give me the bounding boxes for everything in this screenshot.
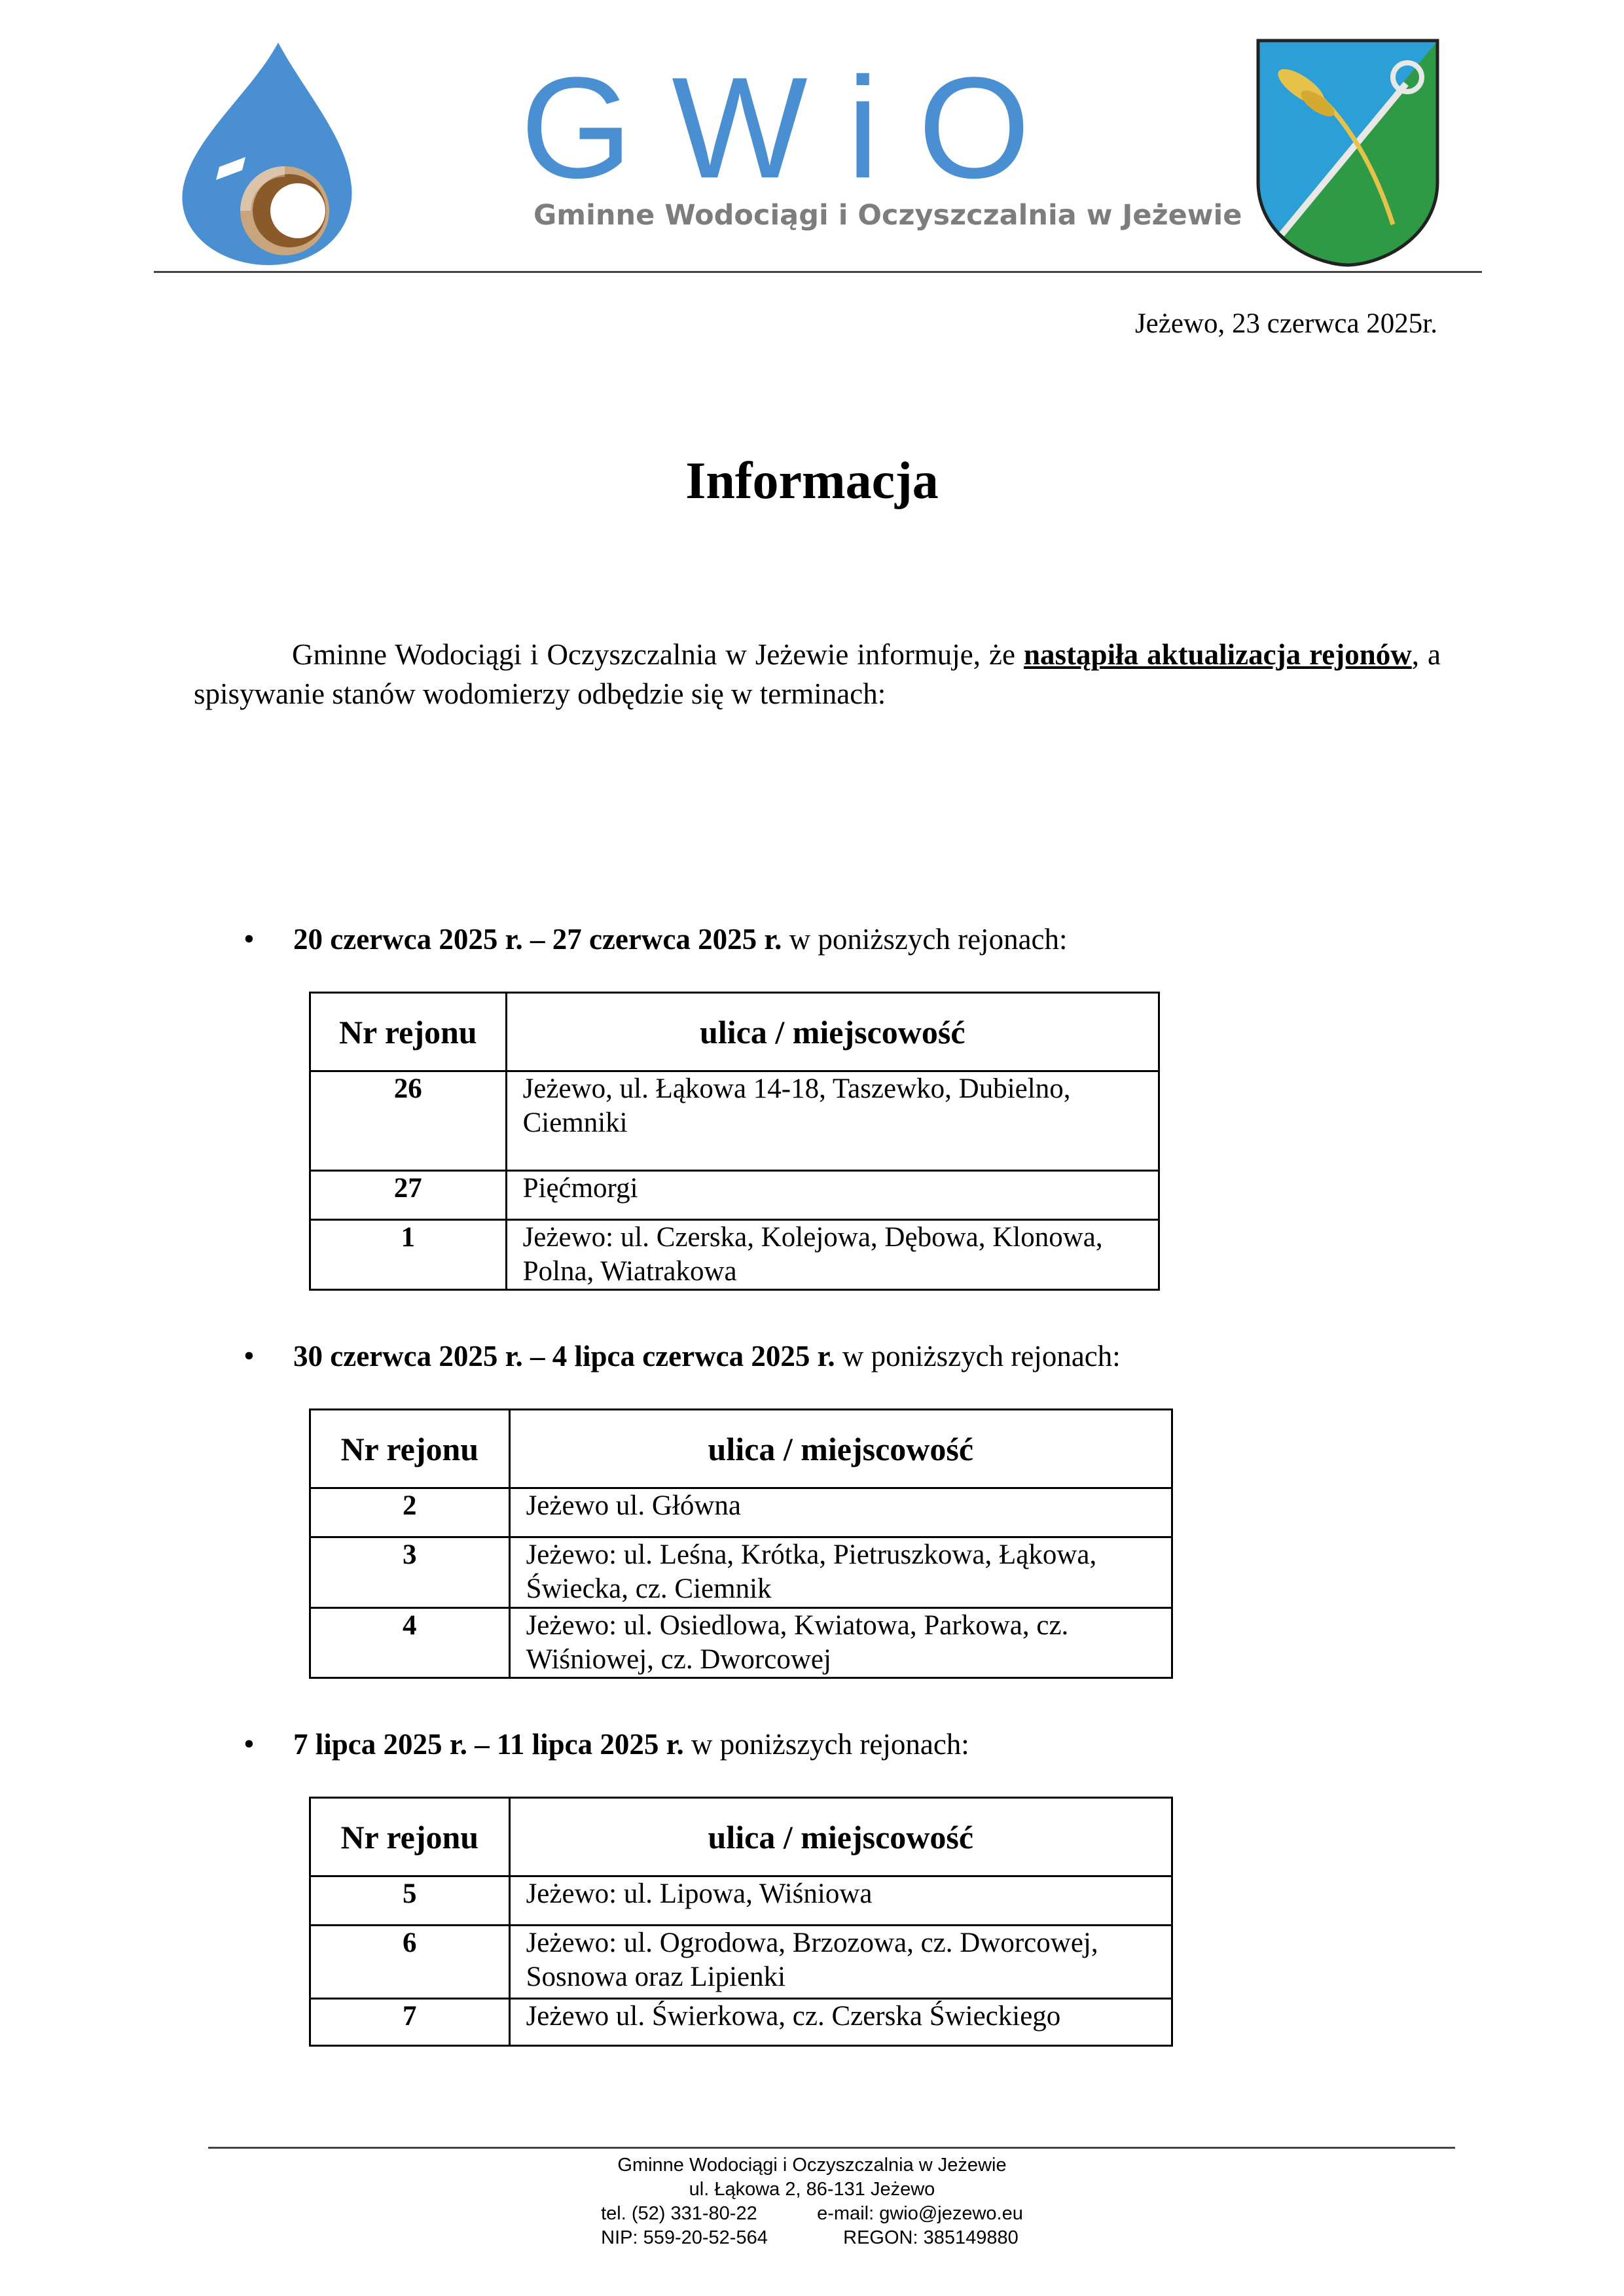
region-streets: Jeżewo ul. Świerkowa, cz. Czerska Świeckiego <box>509 1999 1172 2046</box>
table-row <box>310 1537 1172 1608</box>
table-row <box>310 1071 1159 1171</box>
region-number: 6 <box>310 1926 510 1999</box>
logo <box>520 47 1242 232</box>
water-drop-logo-icon <box>180 39 357 268</box>
region-streets: Jeżewo: ul. Osiedlowa, Kwiatowa, Parkowa, cz. Wiśniowej, cz. Dworcowej <box>509 1608 1172 1678</box>
region-number: 5 <box>310 1876 510 1926</box>
bullet-icon: • <box>244 922 255 956</box>
region-number: 4 <box>310 1608 510 1678</box>
period-dates: 20 czerwca 2025 r. – 27 czerwca 2025 r. <box>293 923 782 956</box>
intro-highlight: nastąpiła aktualizacja rejonów <box>1024 638 1412 671</box>
footer <box>0 2153 1624 2250</box>
region-number: 27 <box>310 1171 507 1220</box>
header-divider <box>154 271 1482 273</box>
period-suffix: w poniższych rejonach: <box>782 923 1068 956</box>
period-suffix: w poniższych rejonach: <box>683 1728 969 1761</box>
region-streets: Pięćmorgi <box>506 1171 1159 1220</box>
region-number: 1 <box>310 1220 507 1290</box>
region-number: 26 <box>310 1071 507 1171</box>
region-number: 3 <box>310 1537 510 1608</box>
logo-subtitle: Gminne Wodociągi i Oczyszczalnia w Jeżewie <box>533 199 1242 232</box>
footer-contacts <box>601 2202 1023 2250</box>
period-dates: 30 czerwca 2025 r. – 4 lipca czerwca 2025 r. <box>293 1340 835 1372</box>
column-header-street: ulica / miejscowość <box>509 1798 1172 1876</box>
table-row <box>310 1488 1172 1537</box>
region-streets: Jeżewo, ul. Łąkowa 14-18, Taszewko, Dubielno, Ciemniki <box>506 1071 1159 1171</box>
regions-table <box>309 1797 1173 2047</box>
region-number: 2 <box>310 1488 510 1537</box>
bullet-icon: • <box>244 1727 255 1761</box>
intro-text-after: , a spisywanie stanów wodomierzy odbędzie się w terminach: <box>194 638 1441 710</box>
region-streets: Jeżewo: ul. Leśna, Krótka, Pietruszkowa, Łąkowa, Świecka, cz. Ciemnik <box>509 1537 1172 1608</box>
table-row <box>310 1876 1172 1926</box>
logo-wordmark: GWiO <box>520 47 1070 208</box>
column-header-street: ulica / miejscowość <box>506 993 1159 1071</box>
regions-table <box>309 992 1160 1291</box>
section-period <box>293 1725 969 1764</box>
footer-regon: REGON: 385149880 <box>843 2227 1019 2248</box>
footer-divider <box>208 2147 1455 2149</box>
page-title: Informacja <box>685 452 939 510</box>
intro-text-before: Gminne Wodociągi i Oczyszczalnia w Jeżewie informuje, że <box>292 638 1024 671</box>
column-header-nr: Nr rejonu <box>310 1410 510 1488</box>
section-period <box>293 1336 1121 1376</box>
footer-phone: tel. (52) 331-80-22 <box>601 2203 757 2224</box>
section-period <box>293 920 1068 959</box>
column-header-nr: Nr rejonu <box>310 993 507 1071</box>
table-row <box>310 1220 1159 1290</box>
table-row <box>310 1999 1172 2046</box>
table-row <box>310 1171 1159 1220</box>
region-streets: Jeżewo: ul. Ogrodowa, Brzozowa, cz. Dworcowej, Sosnowa oraz Lipienki <box>509 1926 1172 1999</box>
region-number: 7 <box>310 1999 510 2046</box>
region-streets: Jeżewo: ul. Lipowa, Wiśniowa <box>509 1876 1172 1926</box>
region-streets: Jeżewo ul. Główna <box>509 1488 1172 1537</box>
footer-address: ul. Łąkowa 2, 86-131 Jeżewo <box>689 2179 935 2200</box>
coat-of-arms-icon <box>1255 38 1440 267</box>
footer-nip: NIP: 559-20-52-564 <box>601 2227 768 2248</box>
footer-company: Gminne Wodociągi i Oczyszczalnia w Jeżewie <box>617 2155 1007 2176</box>
region-streets: Jeżewo: ul. Czerska, Kolejowa, Dębowa, Klonowa, Polna, Wiatrakowa <box>506 1220 1159 1290</box>
regions-table <box>309 1408 1173 1679</box>
period-suffix: w poniższych rejonach: <box>835 1340 1121 1372</box>
table-row <box>310 1608 1172 1678</box>
intro-paragraph <box>194 635 1441 713</box>
footer-email: e-mail: gwio@jezewo.eu <box>817 2203 1023 2224</box>
column-header-nr: Nr rejonu <box>310 1798 510 1876</box>
bullet-icon: • <box>244 1338 255 1373</box>
period-dates: 7 lipca 2025 r. – 11 lipca 2025 r. <box>293 1728 684 1761</box>
column-header-street: ulica / miejscowość <box>509 1410 1172 1488</box>
table-row <box>310 1926 1172 1999</box>
document-date: Jeżewo, 23 czerwca 2025r. <box>1134 308 1437 339</box>
